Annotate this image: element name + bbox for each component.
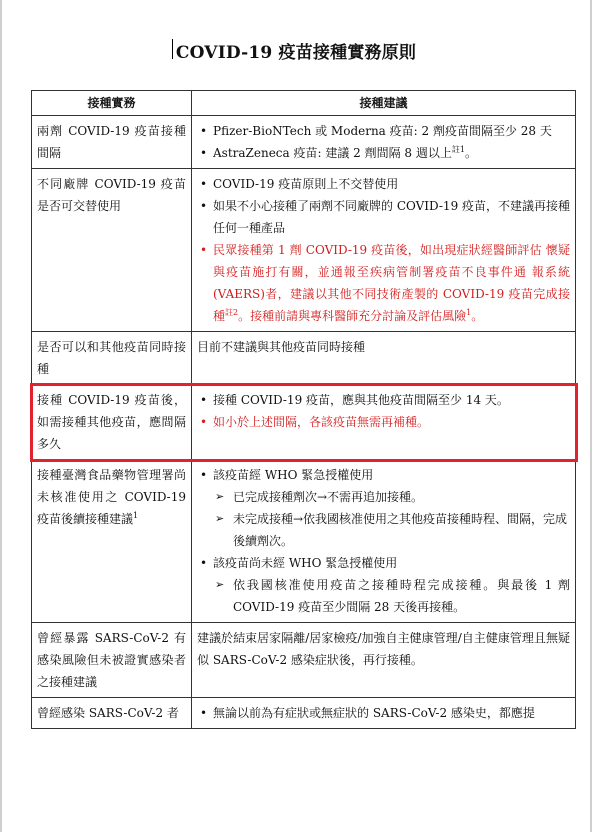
table-row [32, 698, 576, 729]
table-row [32, 623, 576, 698]
text-cursor [172, 39, 173, 59]
table-row [32, 169, 576, 332]
table-row [32, 460, 576, 623]
row-content: 建議於結束居家隔離/居家檢疫/加強自主健康管理/自主健康管理且無疑似 SARS-CoV-2 感染症狀後，再行接種。 [192, 623, 576, 698]
header-practice: 接種實務 [32, 91, 192, 116]
table-row-highlighted [32, 385, 576, 460]
row-label: 曾經感染 SARS-CoV-2 者 [32, 698, 192, 729]
list-item: • 如果不小心接種了兩劑不同廠牌的 COVID-19 疫苗，不建議再接種任何一種產品 [197, 195, 570, 239]
list-item: • AstraZeneca 疫苗: 建議 2 劑間隔 8 週以上$^{註1}$。 [197, 142, 570, 164]
row-label: 不同廠牌 COVID-19 疫苗是否可交替使用 [32, 169, 192, 332]
row-label: 接種臺灣食品藥物管理署尚未核准使用之 COVID-19 疫苗後續接種建議$^1$ [32, 460, 192, 623]
document-title-text: COVID-19 疫苗接種實務原則 [175, 43, 417, 63]
list-item-warning: • 民眾接種第 1 劑 COVID-19 疫苗後，如出現症狀經醫師評估 懷疑與疫苗施打有關，並通報至疾病管制署疫苗不良事件通 報系統(VAERS)者，建議以其他不同技術產製的 COVID-19 疫苗完成接種$^{註2}$。接種前請與專科醫師充分討論及評估風險$^1$。 [197, 239, 570, 327]
sub-list-item: ➢ 未完成接種→依我國核准使用之其他疫苗接種時程、間隔，完成後續劑次。 [197, 508, 570, 552]
row-content: 目前不建議與其他疫苗同時接種 [192, 332, 576, 385]
sub-list-item: ➢ 依我國核准使用疫苗之接種時程完成接種。與最後 1 劑 COVID-19 疫苗至少間隔 28 天後再接種。 [197, 574, 570, 618]
list-item: • 接種 COVID-19 疫苗，應與其他疫苗間隔至少 14 天。 [197, 389, 570, 411]
title-wrap [0, 38, 592, 63]
list-item-warning: • 如小於上述間隔，各該疫苗無需再補種。 [197, 411, 570, 433]
row-label: 接種 COVID-19 疫苗後，如需接種其他疫苗，應間隔多久 [32, 385, 192, 460]
list-item: • 無論以前為有症狀或無症狀的 SARS-CoV-2 感染史，都應提 [197, 702, 570, 724]
page-edge-left [0, 0, 2, 832]
header-recommendation: 接種建議 [192, 91, 576, 116]
list-item: • Pfizer-BioNTech 或 Moderna 疫苗: 2 劑疫苗間隔至少 28 天 [197, 120, 570, 142]
list-item: • 該疫苗尚未經 WHO 緊急授權使用 [197, 552, 570, 574]
row-label: 兩劑 COVID-19 疫苗接種間隔 [32, 116, 192, 169]
practice-table [31, 90, 576, 729]
row-content [192, 698, 576, 729]
table-row [32, 116, 576, 169]
sub-list-item: ➢ 已完成接種劑次→不需再追加接種。 [197, 486, 570, 508]
row-label: 是否可以和其他疫苗同時接種 [32, 332, 192, 385]
table-row [32, 332, 576, 385]
row-content [192, 169, 576, 332]
table-header-row [32, 91, 576, 116]
row-content [192, 116, 576, 169]
list-item: • 該疫苗經 WHO 緊急授權使用 [197, 464, 570, 486]
list-item: • COVID-19 疫苗原則上不交替使用 [197, 173, 570, 195]
row-label: 曾經暴露 SARS-CoV-2 有感染風險但未被證實感染者之接種建議 [32, 623, 192, 698]
row-content [192, 385, 576, 460]
document-title [176, 38, 416, 63]
row-content [192, 460, 576, 623]
